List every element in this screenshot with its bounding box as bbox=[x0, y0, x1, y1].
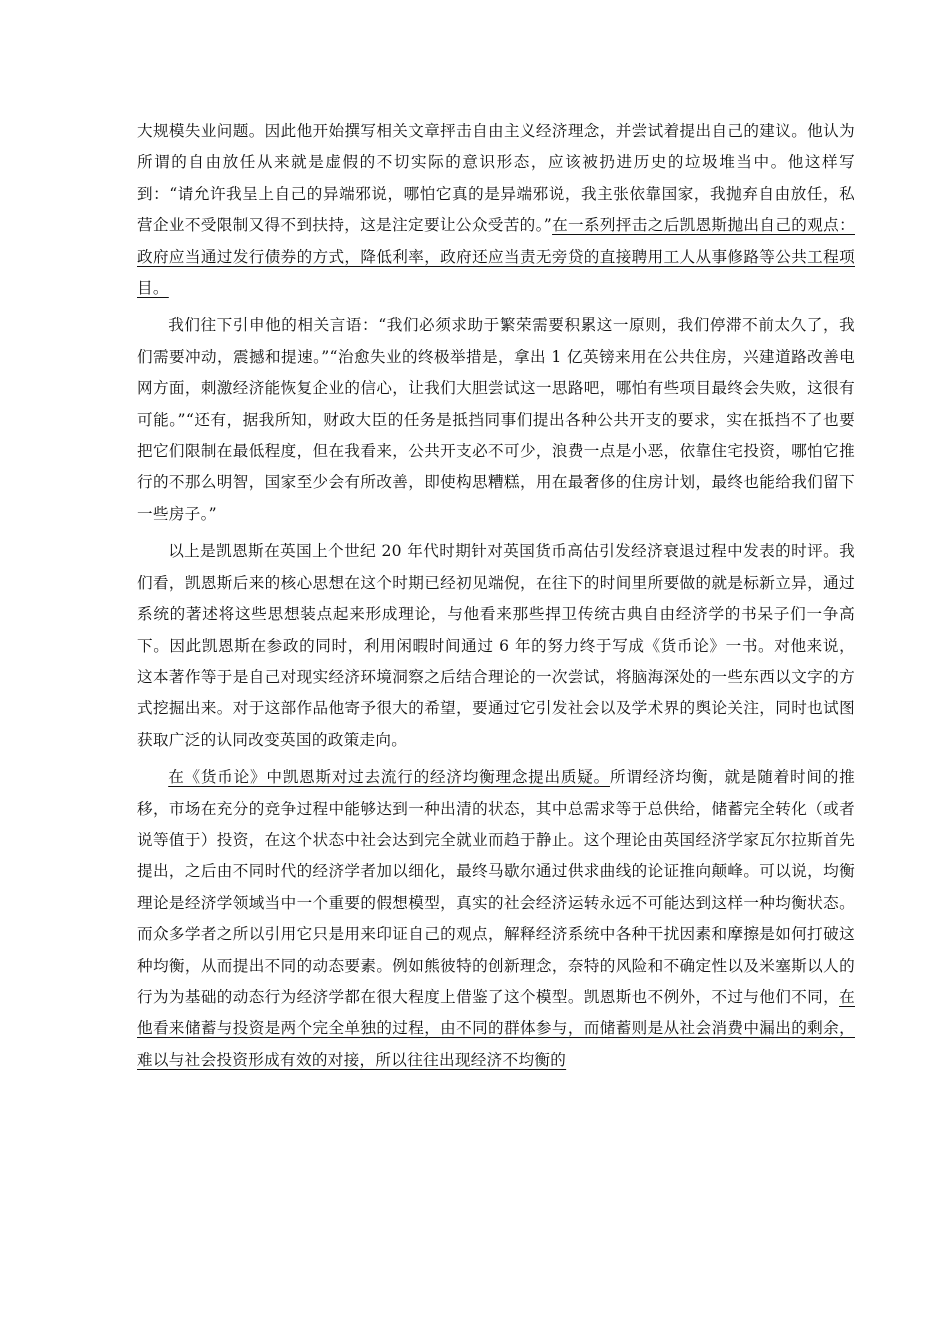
paragraph-2 bbox=[137, 310, 855, 530]
paragraph-4-text: 所谓经济均衡，就是随着时间的推移，市场在充分的竞争过程中能够达到一种出清的状态，其中总需求等于总供给，储蓄完全转化（或者说等值于）投资，在这个状态中社会达到完全就业而趋于静止。这个理论由英国经济学家瓦尔拉斯首先提出，之后由不同时代的经济学者加以细化，最终马歇尔通过供求曲线的论证推向颠峰。可以说，均衡理论是经济学领域当中一个重要的假想模型，真实的社会经济运转永远不可能达到这样一种均衡状态。而众多学者之所以引用它只是用来印证自己的观点，解释经济系统中各种干扰因素和摩擦是如何打破这种均衡，从而提出不同的动态要素。例如熊彼特的创新理念，奈特的风险和不确定性以及米塞斯以人的行为为基础的动态行为经济学都在很大程度上借鉴了这个模型。凯恩斯也不例外，不过与他们不同， bbox=[137, 768, 855, 1006]
document-body bbox=[137, 116, 855, 1082]
paragraph-2-text: 我们往下引申他的相关言语：“我们必须求助于繁荣需要积累这一原则，我们停滞不前太久了，我们需要冲动，震撼和提速。”“治愈失业的终极举措是，拿出 1 亿英镑来用在公共住房，兴建道路改善电网方面，刺激经济能恢复企业的信心，让我们大胆尝试这一思路吧，哪怕有些项目最终会失败，这很有可能。”“还有，据我所知，财政大臣的任务是抵挡同事们提出各种公共开支的要求，实在抵挡不了也要把它们限制在最低程度，但在我看来，公共开支必不可少，浪费一点是小恶，依靠住宅投资，哪怕它推行的不那么明智，国家至少会有所改善，即使构思糟糕，用在最奢侈的住房计划，最终也能给我们留下一些房子。” bbox=[137, 316, 855, 523]
paragraph-3-text: 以上是凯恩斯在英国上个世纪 20 年代时期针对英国货币高估引发经济衰退过程中发表的时评。我们看，凯恩斯后来的核心思想在这个时期已经初见端倪，在往下的时间里所要做的就是标新立异，通过系统的著述将这些思想装点起来形成理论，与他看来那些捍卫传统古典自由经济学的书呆子们一争高下。因此凯恩斯在参政的同时，利用闲暇时间通过 6 年的努力终于写成《货币论》一书。对他来说，这本著作等于是自己对现实经济环境洞察之后结合理论的一次尝试，将脑海深处的一些东西以文字的方式挖掘出来。对于这部作品他寄予很大的希望，要通过它引发社会以及学术界的舆论关注，同时也试图获取广泛的认同改变英国的政策走向。 bbox=[137, 542, 855, 749]
paragraph-1 bbox=[137, 116, 855, 304]
paragraph-1-underlined-text: 在一系列抨击之后凯恩斯抛出自己的观点：政府应当通过发行债券的方式，降低利率，政府还应当责无旁贷的直接聘用工人从事修路等公共工程项目。 bbox=[137, 216, 855, 298]
paragraph-4-underlined-text-2: 在他看来储蓄与投资是两个完全单独的过程，由不同的群体参与，而储蓄则是从社会消费中漏出的剩余，难以与社会投资形成有效的对接，所以往往出现经济不均衡的 bbox=[137, 987, 855, 1069]
paragraph-1-text-1: 大规模失业问题。因此他开始撰写相关文章抨击自由主义经济理念，并尝试着提出自己的建议。他认为所谓的自由放任从来就是虚假的不切实际的意识形态，应该被扔进历史的垃圾堆当中。他这样写到：“请允许我呈上自己的异端邪说，哪怕它真的是异端邪说，我主张依靠国家，我抛弃自由放任，私营企业不受限制又得不到扶持，这是注定要让公众受苦的。” bbox=[137, 122, 855, 235]
paragraph-3 bbox=[137, 536, 855, 756]
paragraph-4 bbox=[137, 762, 855, 1076]
paragraph-4-underlined-text-1: 在《货币论》中凯恩斯对过去流行的经济均衡理念提出质疑。 bbox=[168, 768, 610, 787]
